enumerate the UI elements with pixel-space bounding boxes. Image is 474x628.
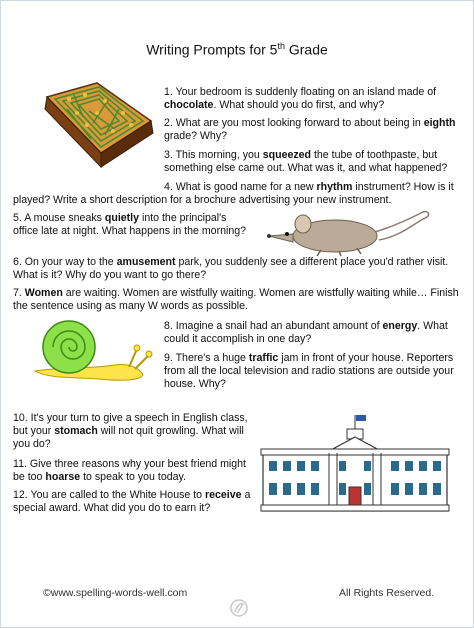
white-house-icon (259, 413, 451, 513)
mouse-icon (263, 206, 433, 258)
prompt-10: 10. It's your turn to give a speech in English class, but your stomach will not quit growling. What will you do? (13, 412, 248, 451)
prompt-9: 9. There's a huge traffic jam in front of your house. Reporters from all the local television and radio stations are outside your house. Why? (164, 352, 454, 391)
prompt-2: 2. What are you most looking forward to about being in eighth grade? Why? (164, 117, 456, 143)
prompt-11: 11. Give three reasons why your best friend might be too hoarse to speak to you today. (13, 458, 246, 484)
prompt-6: 6. On your way to the amusement park, you suddenly see a different place you'd rather visit. What is it? Why do you want to go there? (13, 256, 449, 282)
snail-icon (19, 319, 159, 389)
prompt-8: 8. Imagine a snail had an abundant amount of energy. What could it accomplish in one day? (164, 320, 448, 346)
footer-copyright: ©www.spelling-words-well.com (43, 587, 188, 599)
chocolate-maze-icon (39, 79, 157, 171)
prompt-1: 1. Your bedroom is suddenly floating on an island made of chocolate. What should you do first, and why? (164, 86, 437, 112)
page-title: Writing Prompts for 5th Grade (146, 41, 328, 58)
prompt-7: 7. Women are waiting. Women are wistfully waiting. Women are wistfully waiting while… Finish the sentence using as many W words as possible. (13, 287, 459, 313)
watermark-logo-icon (229, 597, 249, 619)
prompt-3: 3. This morning, you squeezed the tube of toothpaste, but something else came out. What was it, and what happened? (164, 149, 448, 175)
prompt-12: 12. You are called to the White House to receive a special award. What did you do to earn it? (13, 489, 251, 515)
prompt-5: 5. A mouse sneaks quietly into the principal's office late at night. What happens in the morning? (13, 212, 247, 238)
prompt-4: 4. What is good name for a new rhythm instrument? How is it played? Write a short description for a brochure advertising your new instrument. (13, 181, 454, 207)
footer-rights: All Rights Reserved. (339, 587, 435, 599)
